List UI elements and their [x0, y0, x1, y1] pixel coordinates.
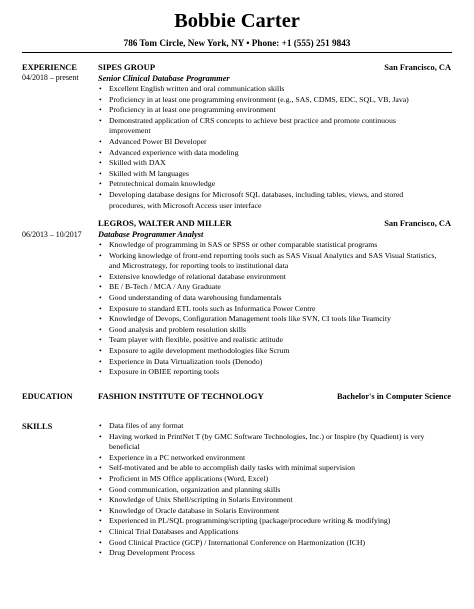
job-bullets	[98, 240, 438, 378]
bullet-item: • Skilled with DAX	[98, 158, 438, 169]
skill-item: • Drug Development Process	[98, 548, 438, 559]
bullet-item: • Advanced experience with data modeling	[98, 148, 438, 159]
skills-list	[98, 421, 438, 559]
job-dates: 04/2018 – present	[22, 73, 79, 82]
candidate-name: Bobbie Carter	[174, 10, 300, 32]
job-location: San Francisco, CA	[384, 219, 451, 228]
section-heading-experience: EXPERIENCE	[22, 63, 77, 72]
section-heading-education: EDUCATION	[22, 392, 73, 401]
bullet-item: • BE / B-Tech / MCA / Any Graduate	[98, 282, 438, 293]
bullet-item: • Skilled with M languages	[98, 169, 438, 180]
bullet-item: • Team player with flexible, positive and realistic attitude	[98, 335, 438, 346]
job-title: Database Programmer Analyst	[98, 230, 204, 239]
bullet-item: • Excellent English written and oral communication skills	[98, 84, 438, 95]
bullet-item: • Knowledge of Devops, Configuration Management tools like SVN, CI tools like Teamcity	[98, 314, 438, 325]
skill-item: • Proficient in MS Office applications (Word, Excel)	[98, 474, 438, 485]
bullet-item: • Exposure to standard ETL tools such as Informatica Power Centre	[98, 304, 438, 315]
job-company: SIPES GROUP	[98, 62, 156, 72]
job-location: San Francisco, CA	[384, 63, 451, 72]
bullet-item: • Good analysis and problem resolution skills	[98, 325, 438, 336]
bullet-item: • Working knowledge of front-end reporting tools such as SAS Visual Analytics and SAS Visual Statistics, and Microstrategy, for reporting tools to institutional data	[98, 251, 438, 272]
skill-item: • Experience in a PC networked environment	[98, 453, 438, 464]
bullet-item: • Exposure to agile development methodologies like Scrum	[98, 346, 438, 357]
education-degree: Bachelor's in Computer Science	[336, 392, 451, 401]
skill-item: • Having worked in PrintNet T (by GMC Software Technologies, Inc.) or Inspire (by Quadient) is very beneficial	[98, 432, 438, 453]
skill-item: • Data files of any format	[98, 421, 438, 432]
education-school: FASHION INSTITUTE OF TECHNOLOGY	[98, 391, 264, 401]
bullet-item: • Proficiency in at least one programming environment (e.g., SAS, CDMS, EDC, SQL, VB, Java)	[98, 95, 438, 106]
section-heading-skills: SKILLS	[22, 422, 53, 431]
skill-item: • Knowledge of Unix Shell/scripting in Solaris Environment	[98, 495, 438, 506]
bullet-item: • Proficiency in at least one programming environment	[98, 105, 438, 116]
bullet-item: • Petrotechnical domain knowledge	[98, 179, 438, 190]
skill-item: • Experienced in PL/SQL programming/scripting (package/procedure writing & modifying)	[98, 516, 438, 527]
skill-item: • Good Clinical Practice (GCP) / International Conference on Harmonization (ICH)	[98, 538, 438, 549]
contact-line: 786 Tom Circle, New York, NY • Phone: +1 (555) 251 9843	[123, 38, 351, 48]
job-title: Senior Clinical Database Programmer	[98, 74, 230, 83]
skill-item: • Knowledge of Oracle database in Solaris Environment	[98, 506, 438, 517]
job-company: LEGROS, WALTER AND MILLER	[98, 218, 232, 228]
bullet-item: • Exposure in OBIEE reporting tools	[98, 367, 438, 378]
bullet-item: • Developing database designs for Microsoft SQL databases, including tables, views, and stored procedures, with Microsoft Access user interface	[98, 190, 438, 211]
job-bullets	[98, 84, 438, 211]
skill-item: • Clinical Trial Databases and Applications	[98, 527, 438, 538]
bullet-item: • Extensive knowledge of relational database environment	[98, 272, 438, 283]
skill-item: • Self-motivated and be able to accomplish daily tasks with minimal supervision	[98, 463, 438, 474]
job-dates: 06/2013 – 10/2017	[22, 230, 82, 239]
skill-item: • Good communication, organization and planning skills	[98, 485, 438, 496]
bullet-item: • Experience in Data Virtualization tools (Denodo)	[98, 357, 438, 368]
bullet-item: • Demonstrated application of CRS concepts to achieve best practice and promote continuous improvement	[98, 116, 438, 137]
bullet-item: • Good understanding of data warehousing fundamentals	[98, 293, 438, 304]
bullet-item: • Advanced Power BI Developer	[98, 137, 438, 148]
header-divider	[22, 52, 452, 53]
bullet-item: • Knowledge of programming in SAS or SPSS or other comparable statistical programs	[98, 240, 438, 251]
